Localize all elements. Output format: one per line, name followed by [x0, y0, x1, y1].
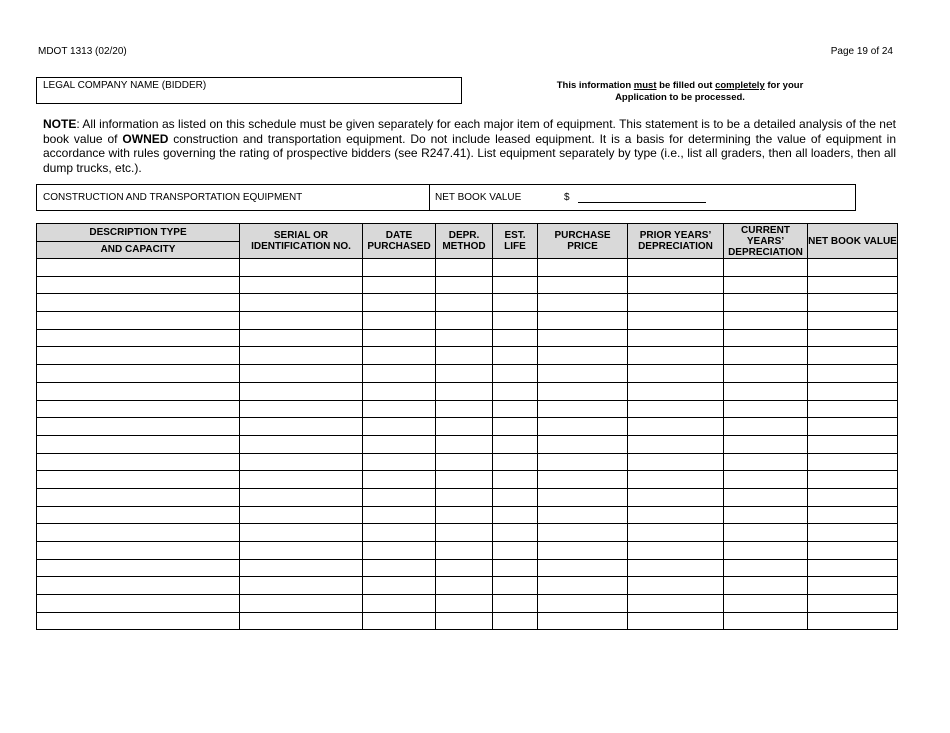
table-cell[interactable] [538, 347, 628, 365]
table-cell[interactable] [493, 453, 538, 471]
table-cell[interactable] [436, 542, 493, 560]
table-cell[interactable] [628, 329, 724, 347]
table-row [37, 400, 898, 418]
table-cell[interactable] [628, 524, 724, 542]
table-cell[interactable] [363, 259, 436, 277]
col-net-book-value: NET BOOK VALUE [808, 224, 898, 259]
table-cell[interactable] [37, 524, 240, 542]
equipment-divider [429, 185, 430, 210]
table-cell[interactable] [808, 418, 898, 436]
table-cell[interactable] [436, 595, 493, 613]
table-cell[interactable] [493, 400, 538, 418]
table-cell[interactable] [538, 435, 628, 453]
table-cell[interactable] [538, 259, 628, 277]
table-cell[interactable] [436, 294, 493, 312]
net-book-value-label: NET BOOK VALUE [435, 192, 522, 203]
table-cell[interactable] [808, 542, 898, 560]
instruction-completely: completely [715, 80, 765, 91]
table-cell[interactable] [724, 400, 808, 418]
table-cell[interactable] [808, 276, 898, 294]
table-cell[interactable] [436, 418, 493, 436]
table-cell[interactable] [538, 400, 628, 418]
table-cell[interactable] [493, 259, 538, 277]
table-cell[interactable] [240, 400, 363, 418]
table-cell[interactable] [363, 329, 436, 347]
table-cell[interactable] [808, 524, 898, 542]
table-cell[interactable] [808, 471, 898, 489]
col-purchase-price: PURCHASE PRICE [538, 224, 628, 259]
table-cell[interactable] [538, 471, 628, 489]
table-cell[interactable] [436, 276, 493, 294]
instruction-text [520, 80, 840, 104]
table-cell[interactable] [363, 559, 436, 577]
table-cell[interactable] [37, 294, 240, 312]
table-cell[interactable] [808, 382, 898, 400]
table-cell[interactable] [240, 312, 363, 330]
table-cell[interactable] [628, 365, 724, 383]
table-cell[interactable] [436, 400, 493, 418]
table-cell[interactable] [538, 276, 628, 294]
table-cell[interactable] [493, 559, 538, 577]
table-cell[interactable] [724, 559, 808, 577]
col-description [37, 224, 240, 259]
table-cell[interactable] [493, 329, 538, 347]
col-depr-method: DEPR. METHOD [436, 224, 493, 259]
table-row [37, 276, 898, 294]
table-cell[interactable] [37, 471, 240, 489]
table-cell[interactable] [363, 542, 436, 560]
table-cell[interactable] [628, 488, 724, 506]
table-cell[interactable] [363, 365, 436, 383]
table-cell[interactable] [628, 453, 724, 471]
table-cell[interactable] [37, 312, 240, 330]
table-cell[interactable] [808, 612, 898, 630]
table-cell[interactable] [363, 382, 436, 400]
table-cell[interactable] [363, 453, 436, 471]
table-cell[interactable] [538, 612, 628, 630]
table-cell[interactable] [538, 312, 628, 330]
legal-company-name-label: LEGAL COMPANY NAME (BIDDER) [43, 80, 207, 91]
table-cell[interactable] [363, 418, 436, 436]
table-cell[interactable] [724, 294, 808, 312]
table-row [37, 312, 898, 330]
table-cell[interactable] [37, 329, 240, 347]
table-cell[interactable] [628, 612, 724, 630]
table-row [37, 595, 898, 613]
table-cell[interactable] [628, 542, 724, 560]
table-cell[interactable] [240, 276, 363, 294]
table-row [37, 418, 898, 436]
table-cell[interactable] [628, 506, 724, 524]
currency-symbol: $ [564, 192, 570, 203]
note-owned: OWNED [122, 131, 169, 146]
table-cell[interactable] [628, 595, 724, 613]
table-cell[interactable] [240, 382, 363, 400]
table-cell[interactable] [436, 488, 493, 506]
table-cell[interactable] [37, 559, 240, 577]
table-cell[interactable] [808, 365, 898, 383]
table-cell[interactable] [493, 595, 538, 613]
table-cell[interactable] [37, 506, 240, 524]
table-cell[interactable] [240, 453, 363, 471]
page-number: Page 19 of 24 [830, 46, 893, 57]
table-cell[interactable] [493, 347, 538, 365]
table-cell[interactable] [724, 542, 808, 560]
table-cell[interactable] [240, 524, 363, 542]
table-cell[interactable] [436, 365, 493, 383]
table-cell[interactable] [37, 259, 240, 277]
table-cell[interactable] [240, 294, 363, 312]
table-cell[interactable] [724, 329, 808, 347]
table-cell[interactable] [724, 488, 808, 506]
table-cell[interactable] [37, 400, 240, 418]
table-cell[interactable] [493, 542, 538, 560]
table-cell[interactable] [538, 329, 628, 347]
table-cell[interactable] [240, 471, 363, 489]
table-cell[interactable] [724, 259, 808, 277]
table-cell[interactable] [538, 524, 628, 542]
col-description-bottom: AND CAPACITY [100, 244, 176, 256]
table-cell[interactable] [37, 453, 240, 471]
table-row [37, 612, 898, 630]
table-cell[interactable] [363, 524, 436, 542]
note-label: NOTE [43, 117, 77, 131]
table-cell[interactable] [628, 471, 724, 489]
table-cell[interactable] [436, 577, 493, 595]
table-cell[interactable] [808, 347, 898, 365]
table-cell[interactable] [724, 471, 808, 489]
table-cell[interactable] [436, 312, 493, 330]
table-cell[interactable] [628, 312, 724, 330]
table-row [37, 382, 898, 400]
table-cell[interactable] [724, 595, 808, 613]
table-cell[interactable] [363, 488, 436, 506]
table-cell[interactable] [240, 347, 363, 365]
table-cell[interactable] [808, 329, 898, 347]
table-cell[interactable] [37, 365, 240, 383]
table-cell[interactable] [37, 595, 240, 613]
equipment-table [36, 223, 898, 630]
table-cell[interactable] [808, 294, 898, 312]
table-cell[interactable] [363, 595, 436, 613]
equipment-summary-box [36, 184, 856, 211]
legal-company-name-field[interactable] [36, 77, 462, 104]
table-cell[interactable] [37, 612, 240, 630]
table-cell[interactable] [724, 506, 808, 524]
table-cell[interactable] [628, 400, 724, 418]
table-cell[interactable] [436, 329, 493, 347]
table-cell[interactable] [363, 347, 436, 365]
table-cell[interactable] [240, 488, 363, 506]
table-cell[interactable] [37, 542, 240, 560]
table-cell[interactable] [37, 577, 240, 595]
table-cell[interactable] [363, 312, 436, 330]
table-cell[interactable] [493, 471, 538, 489]
table-cell[interactable] [628, 418, 724, 436]
table-cell[interactable] [493, 382, 538, 400]
table-cell[interactable] [37, 347, 240, 365]
table-cell[interactable] [240, 559, 363, 577]
table-row [37, 453, 898, 471]
table-cell[interactable] [538, 506, 628, 524]
table-cell[interactable] [436, 347, 493, 365]
table-cell[interactable] [493, 612, 538, 630]
table-cell[interactable] [538, 294, 628, 312]
table-cell[interactable] [37, 435, 240, 453]
table-row [37, 524, 898, 542]
table-cell[interactable] [363, 400, 436, 418]
table-row [37, 435, 898, 453]
table-header-row [37, 224, 898, 259]
note-paragraph [43, 117, 896, 175]
table-cell[interactable] [240, 259, 363, 277]
table-cell[interactable] [724, 276, 808, 294]
table-row [37, 506, 898, 524]
table-cell[interactable] [724, 418, 808, 436]
table-cell[interactable] [538, 577, 628, 595]
instruction-part2: be filled out [656, 80, 716, 91]
table-cell[interactable] [724, 577, 808, 595]
table-cell[interactable] [240, 329, 363, 347]
table-cell[interactable] [240, 418, 363, 436]
table-cell[interactable] [37, 488, 240, 506]
table-cell[interactable] [37, 276, 240, 294]
table-cell[interactable] [538, 559, 628, 577]
table-cell[interactable] [628, 294, 724, 312]
table-row [37, 542, 898, 560]
table-cell[interactable] [808, 259, 898, 277]
table-cell[interactable] [240, 612, 363, 630]
instruction-part1: This information [556, 80, 634, 91]
table-cell[interactable] [493, 418, 538, 436]
table-row [37, 329, 898, 347]
table-cell[interactable] [538, 542, 628, 560]
table-cell[interactable] [724, 435, 808, 453]
table-cell[interactable] [363, 612, 436, 630]
table-cell[interactable] [493, 312, 538, 330]
table-cell[interactable] [363, 276, 436, 294]
table-cell[interactable] [363, 435, 436, 453]
table-cell[interactable] [628, 435, 724, 453]
table-row [37, 471, 898, 489]
table-cell[interactable] [808, 577, 898, 595]
table-cell[interactable] [240, 365, 363, 383]
table-cell[interactable] [628, 259, 724, 277]
table-cell[interactable] [363, 577, 436, 595]
net-book-value-input[interactable] [578, 202, 706, 203]
table-cell[interactable] [724, 312, 808, 330]
col-current-depreciation: CURRENT YEARS’ DEPRECIATION [724, 224, 808, 259]
table-cell[interactable] [724, 382, 808, 400]
table-row [37, 294, 898, 312]
col-est-life: EST. LIFE [493, 224, 538, 259]
col-date-purchased: DATE PURCHASED [363, 224, 436, 259]
table-cell[interactable] [538, 595, 628, 613]
table-row [37, 559, 898, 577]
table-cell[interactable] [436, 506, 493, 524]
table-cell[interactable] [436, 259, 493, 277]
note-text-1: : All information as listed on this schedule must be given separately for each major item of equipment. This statement is to be a detailed analysis of the net book value of [43, 117, 896, 146]
table-cell[interactable] [493, 276, 538, 294]
table-cell[interactable] [538, 418, 628, 436]
table-cell[interactable] [363, 506, 436, 524]
table-cell[interactable] [240, 542, 363, 560]
table-cell[interactable] [538, 365, 628, 383]
table-cell[interactable] [240, 577, 363, 595]
table-cell[interactable] [37, 382, 240, 400]
table-cell[interactable] [628, 577, 724, 595]
table-cell[interactable] [493, 506, 538, 524]
table-cell[interactable] [808, 595, 898, 613]
table-cell[interactable] [808, 435, 898, 453]
table-cell[interactable] [493, 294, 538, 312]
equipment-label: CONSTRUCTION AND TRANSPORTATION EQUIPMENT [43, 192, 303, 203]
table-row [37, 259, 898, 277]
table-cell[interactable] [628, 559, 724, 577]
table-cell[interactable] [808, 400, 898, 418]
table-cell[interactable] [538, 488, 628, 506]
table-row [37, 347, 898, 365]
table-cell[interactable] [808, 312, 898, 330]
table-cell[interactable] [628, 382, 724, 400]
table-cell[interactable] [240, 506, 363, 524]
table-cell[interactable] [363, 471, 436, 489]
table-cell[interactable] [808, 559, 898, 577]
table-cell[interactable] [724, 365, 808, 383]
instruction-must: must [633, 80, 657, 91]
table-cell[interactable] [724, 524, 808, 542]
table-cell[interactable] [724, 347, 808, 365]
table-cell[interactable] [724, 453, 808, 471]
table-cell[interactable] [240, 595, 363, 613]
table-cell[interactable] [493, 488, 538, 506]
table-cell[interactable] [436, 471, 493, 489]
table-cell[interactable] [628, 276, 724, 294]
table-cell[interactable] [436, 435, 493, 453]
table-cell[interactable] [493, 577, 538, 595]
table-cell[interactable] [538, 382, 628, 400]
table-cell[interactable] [724, 612, 808, 630]
col-description-top: DESCRIPTION TYPE [37, 224, 239, 242]
table-cell[interactable] [240, 435, 363, 453]
table-cell[interactable] [493, 435, 538, 453]
table-cell[interactable] [436, 612, 493, 630]
col-serial: SERIAL OR IDENTIFICATION NO. [240, 224, 363, 259]
form-id: MDOT 1313 (02/20) [38, 46, 127, 57]
table-cell[interactable] [493, 365, 538, 383]
table-cell[interactable] [436, 524, 493, 542]
table-cell[interactable] [538, 453, 628, 471]
table-cell[interactable] [436, 559, 493, 577]
instruction-part3: for your [764, 80, 804, 91]
table-cell[interactable] [436, 382, 493, 400]
table-row [37, 577, 898, 595]
table-cell[interactable] [808, 488, 898, 506]
table-cell[interactable] [493, 524, 538, 542]
note-text-2: construction and transportation equipment. Do not include leased equipment. It is a basis for determining the value of equipment in accordance with rules governing the rating of prospective bidders (see R247.41). List equipment separately by type (i.e., list all graders, then all loaders, then all dump trucks, etc.). [43, 131, 897, 175]
table-cell[interactable] [37, 418, 240, 436]
table-cell[interactable] [363, 294, 436, 312]
table-row [37, 365, 898, 383]
table-cell[interactable] [628, 347, 724, 365]
table-cell[interactable] [436, 453, 493, 471]
table-row [37, 488, 898, 506]
table-cell[interactable] [808, 453, 898, 471]
table-cell[interactable] [808, 506, 898, 524]
col-prior-depreciation: PRIOR YEARS’ DEPRECIATION [628, 224, 724, 259]
instruction-line2: Application to be processed. [615, 92, 745, 103]
